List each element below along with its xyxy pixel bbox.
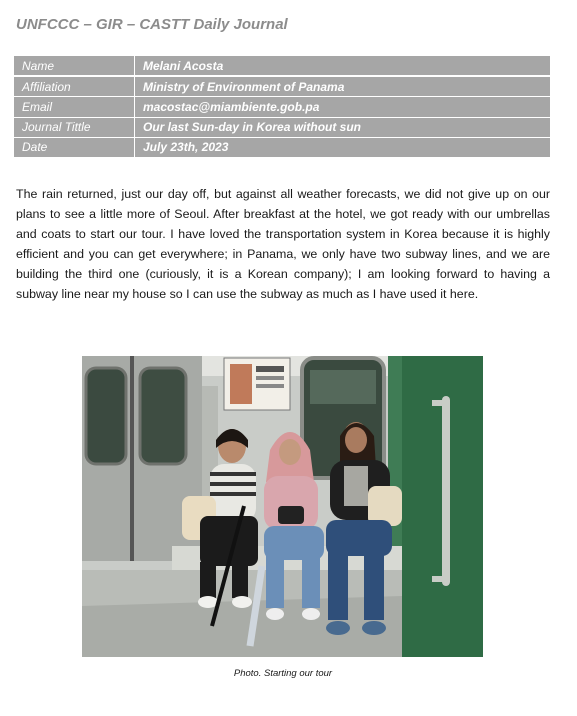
table-row <box>14 117 550 137</box>
name-label: Name <box>14 56 135 76</box>
email-value: macostac@miambiente.gob.pa <box>135 97 551 117</box>
name-value: Melani Acosta <box>135 56 551 76</box>
table-row <box>14 97 550 117</box>
table-row <box>14 76 550 97</box>
document-title: UNFCCC – GIR – CASTT Daily Journal <box>16 16 288 33</box>
journal-title-label: Journal Tittle <box>14 117 135 137</box>
subway-photo <box>82 356 483 657</box>
date-label: Date <box>14 137 135 157</box>
photo-caption: Photo. Starting our tour <box>233 668 333 679</box>
journal-paragraph: The rain returned, just our day off, but against all weather forecasts, we did not give up on our plans to see a little more of Seoul. After breakfast at the hotel, we got ready with our umbrellas and coats to start our tour. I have loved the transportation system in Korea because it is highly efficient and you can get everywhere; in Panama, we only have two subway lines, and we are building the third one (curiously, it is a Korean company); I am looking forward to having a subway line near my house so I can use the subway as much as I have used it here. <box>16 187 550 301</box>
table-row <box>14 56 550 76</box>
photo-illustration <box>82 356 483 657</box>
table-row <box>14 137 550 157</box>
info-table <box>14 56 550 157</box>
affiliation-label: Affiliation <box>14 76 135 97</box>
date-value: July 23th, 2023 <box>143 140 229 155</box>
journal-title-value: Our last Sun-day in Korea without sun <box>135 117 551 137</box>
affiliation-value: Ministry of Environment of Panama <box>135 76 551 97</box>
email-label: Email <box>14 97 135 117</box>
